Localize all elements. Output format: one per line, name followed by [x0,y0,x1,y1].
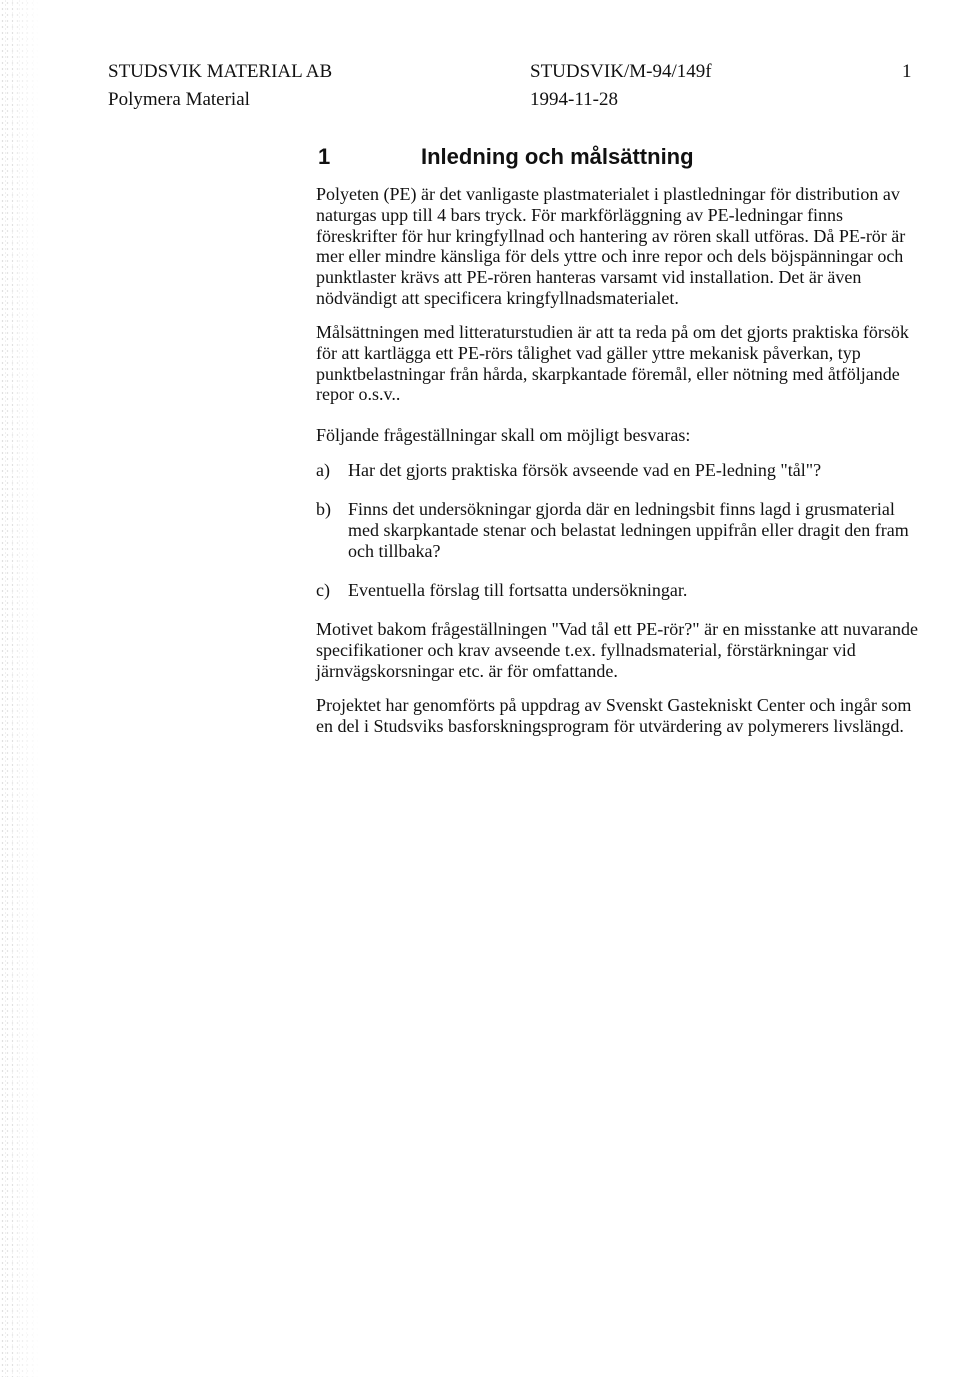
department-name: Polymera Material [108,89,250,110]
questions-intro: Följande frågeställningar skall om möjligt besvaras: [316,425,691,445]
section-number: 1 [318,144,331,169]
motive-paragraph: Motivet bakom frågeställningen "Vad tål ett PE-rör?" är en misstanke att nuvarande specifikationer och krav avseende t.ex. fyllnadsmaterial, förstärkningar vid järnvägskorsningar etc. är för omfattande. [316,619,919,681]
project-paragraph: Projektet har genomförts på uppdrag av Svenskt Gastekniskt Center och ingår som en del i Studsviks basforskningsprogram för utvärdering av polymerers livslängd. [316,695,912,736]
scan-edge-fade [0,0,40,1377]
page-number: 1 [902,61,912,82]
question-label: a) [316,460,330,480]
goal-paragraph: Målsättningen med litteraturstudien är att ta reda på om det gjorts praktiska försök för att kartlägga ett PE-rörs tålighet vad gäller yttre mekanisk påverkan, typ punktbelastningar från hårda, skarpkantade föremål, eller nötning med åtföljande repor o.s.v.. [316,322,909,405]
question-text: Har det gjorts praktiska försök avseende vad en PE-ledning "tål"? [348,460,822,480]
report-date: 1994-11-28 [530,89,618,110]
company-name: STUDSVIK MATERIAL AB [108,61,333,82]
question-label: b) [316,499,331,519]
intro-paragraph: Polyeten (PE) är det vanligaste plastmaterialet i plastledningar för distribution av naturgas upp till 4 bars tryck. För markförläggning av PE-ledningar finns föreskrifter för hur kringfyllnad och hantering av rören skall utföras. Då PE-rör är mer eller mindre känsliga för dels yttre och inre repor och dels böjspänningar och punktlaster krävs att PE-rören hanteras varsamt vid installation. Det är även nödvändigt att specificera kringfyllnadsmaterialet. [316,184,906,308]
section-heading [318,143,694,171]
report-id: STUDSVIK/M-94/149f [530,61,712,82]
section-title: Inledning och målsättning [421,144,694,169]
question-label: c) [316,580,330,600]
question-text: Eventuella förslag till fortsatta undersökningar. [348,580,688,600]
question-text: Finns det undersökningar gjorda där en ledningsbit finns lagd i grusmaterial med skarpkantade stenar och belastat ledningen uppifrån eller dragit den fram och tillbaka? [348,499,909,561]
